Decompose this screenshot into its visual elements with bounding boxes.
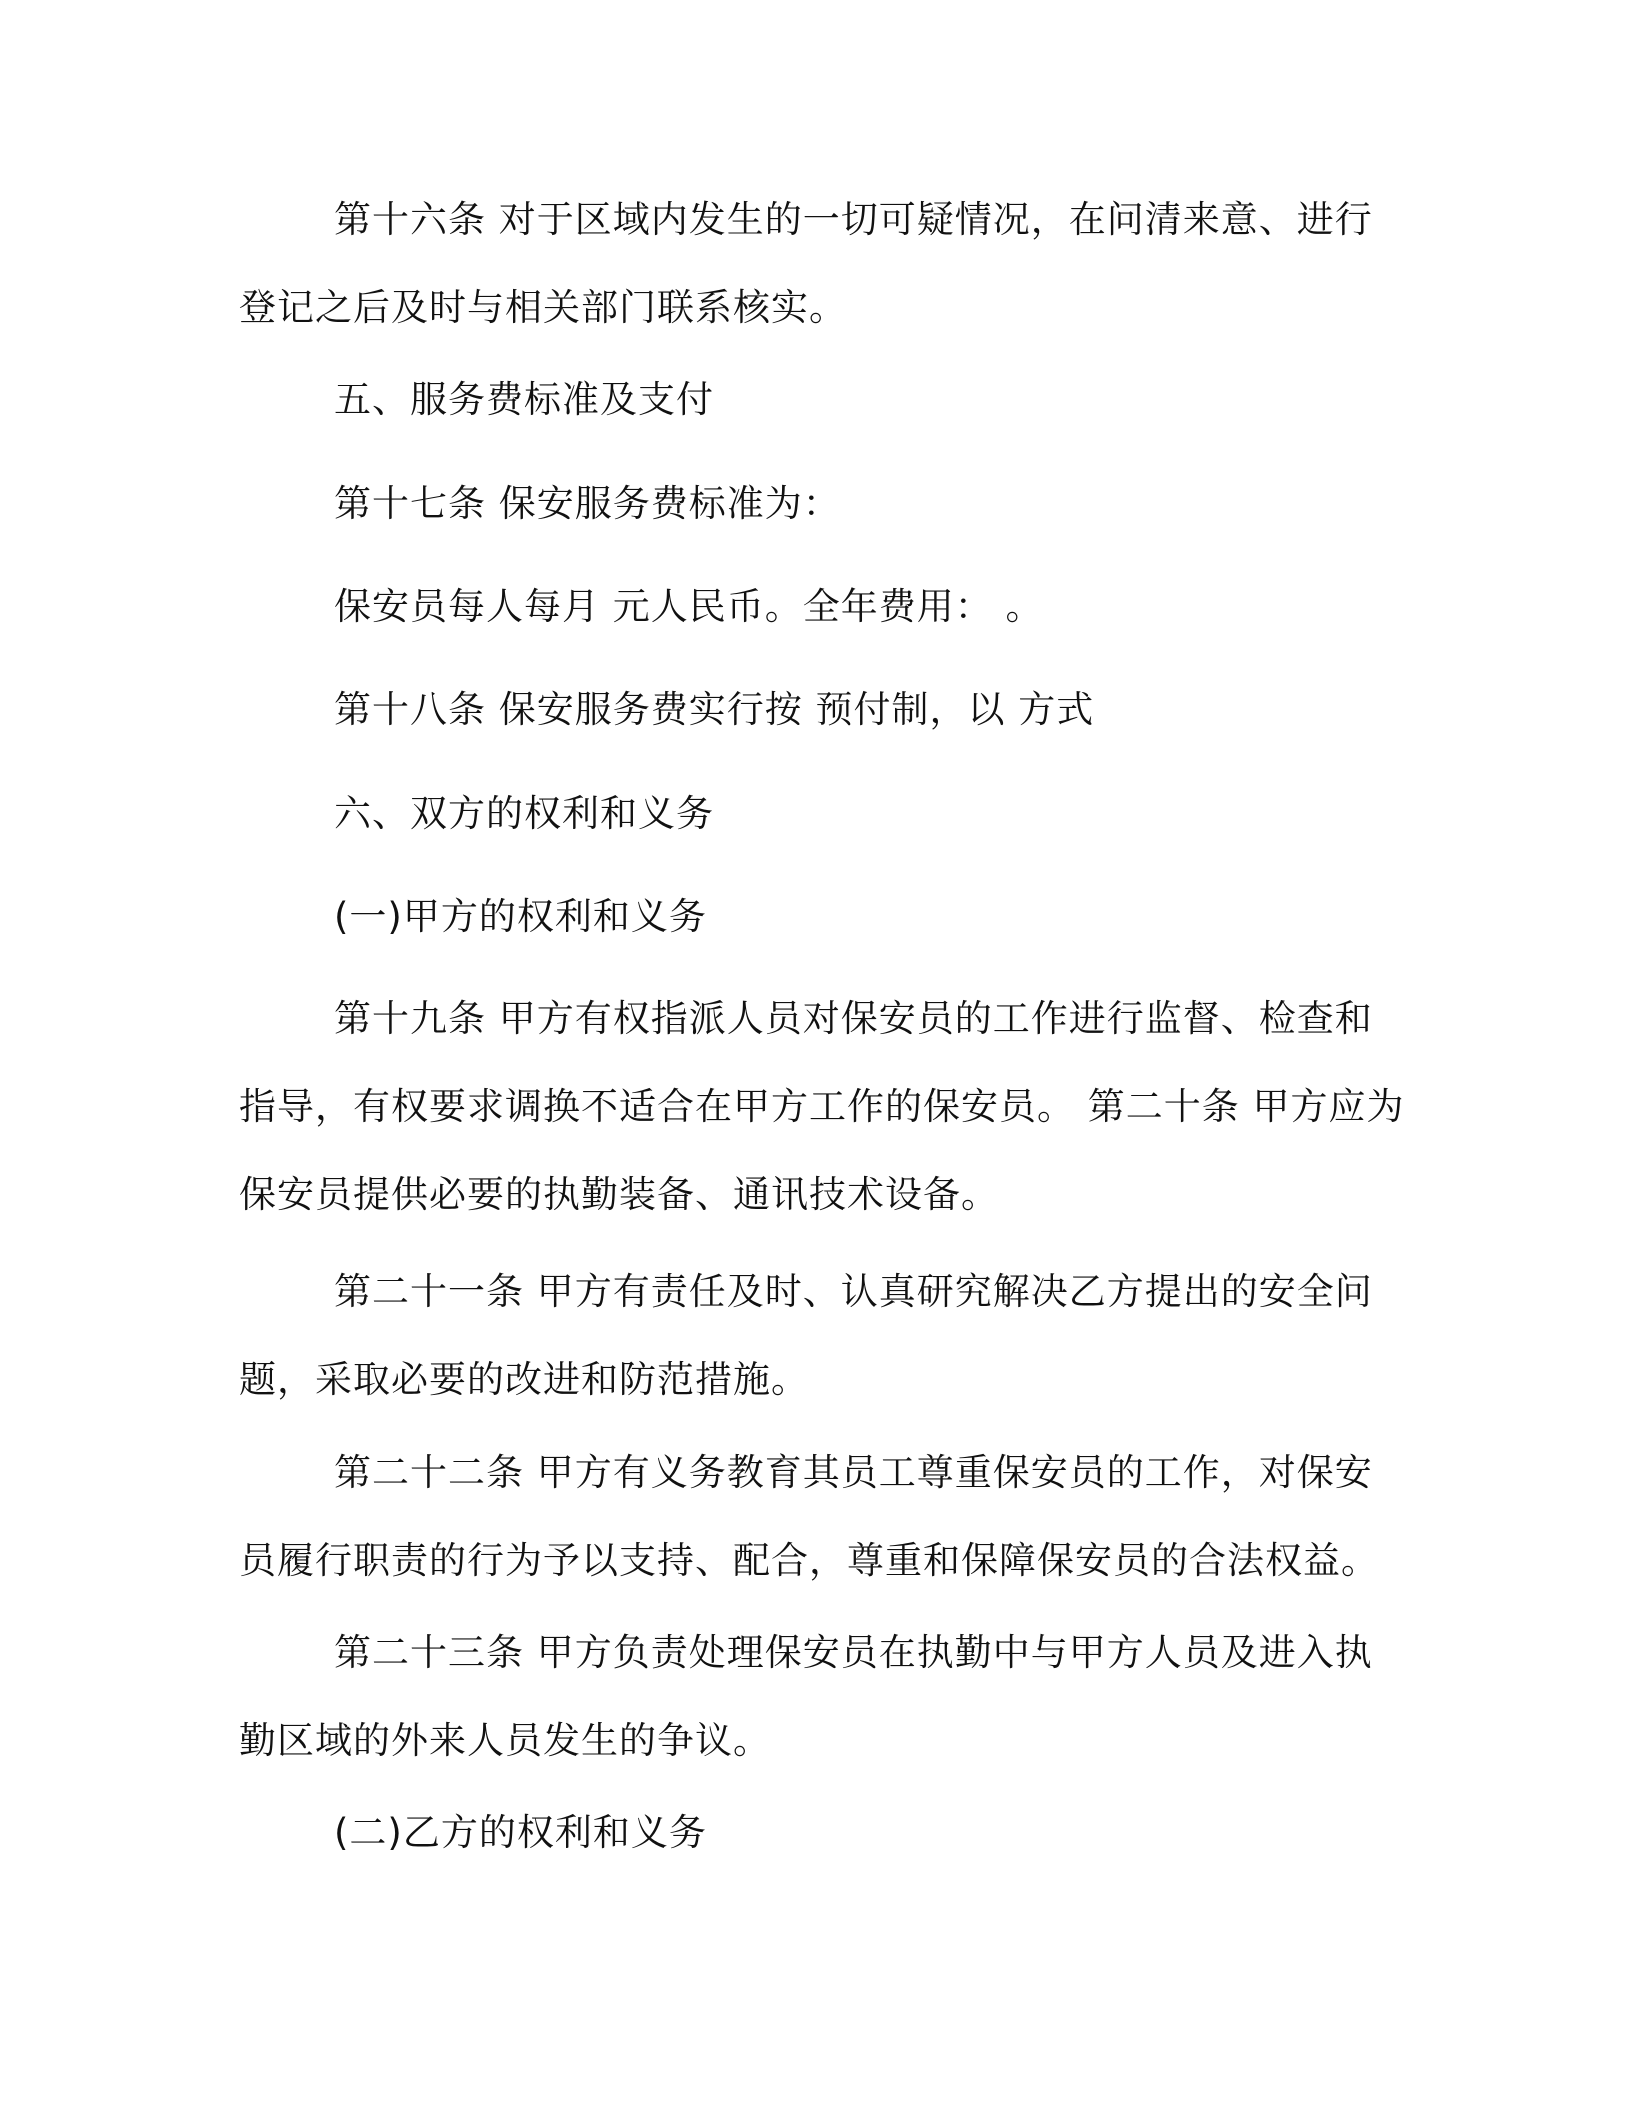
article-19-20-paragraph: 第十九条 甲方有权指派人员对保安员的工作进行监督、检查和指导，有权要求调换不适合在甲方工作的保安员。 第二十条 甲方应为保安员提供必要的执勤装备、通讯技术设备。 <box>239 997 1405 1216</box>
section-6-heading: 六、双方的权利和义务 <box>334 792 714 835</box>
party-a-subheading: (一)甲方的权利和义务 <box>334 895 707 938</box>
article-23-paragraph: 第二十三条 甲方负责处理保安员在执勤中与甲方人员及进入执勤区域的外来人员发生的争议。 <box>239 1631 1373 1762</box>
article-16-paragraph: 第十六条 对于区域内发生的一切可疑情况，在问清来意、进行登记之后及时与相关部门联系核实。 <box>239 198 1373 329</box>
section-5-heading: 五、服务费标准及支付 <box>334 378 714 421</box>
fee-detail-paragraph: 保安员每人每月 元人民币。全年费用： 。 <box>334 585 1044 628</box>
article-22-paragraph: 第二十二条 甲方有义务教育其员工尊重保安员的工作，对保安员履行职责的行为予以支持、配合，尊重和保障保安员的合法权益。 <box>239 1451 1379 1582</box>
article-18-paragraph: 第十八条 保安服务费实行按 预付制，以 方式 <box>334 688 1095 731</box>
party-b-subheading: (二)乙方的权利和义务 <box>334 1811 707 1854</box>
article-17-paragraph: 第十七条 保安服务费标准为： <box>334 482 841 525</box>
article-21-paragraph: 第二十一条 甲方有责任及时、认真研究解决乙方提出的安全问题，采取必要的改进和防范措施。 <box>239 1270 1373 1401</box>
